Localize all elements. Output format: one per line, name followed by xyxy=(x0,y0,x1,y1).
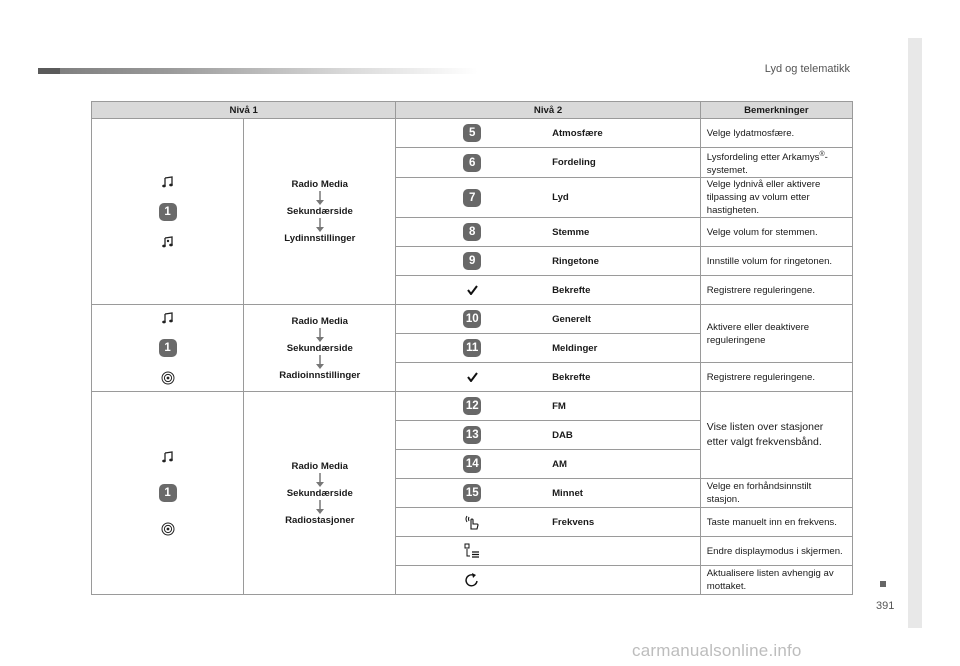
music-note-icon xyxy=(161,175,175,189)
level2-label: Bekrefte xyxy=(548,276,700,305)
remark: Velge lydatmosfære. xyxy=(700,119,852,148)
badge-14: 14 xyxy=(463,455,481,473)
badge-10: 10 xyxy=(463,310,481,328)
remark: Vise listen over stasjoner etter valgt frekvensbånd. xyxy=(700,392,852,479)
badge-cell xyxy=(396,119,548,148)
arrow-down-icon xyxy=(316,355,324,369)
arrow-down-icon xyxy=(316,473,324,487)
arrow-down-icon xyxy=(316,191,324,205)
badge-cell xyxy=(396,450,548,479)
icon-cell xyxy=(396,508,548,537)
icon-cell xyxy=(396,276,548,305)
group2-level1 xyxy=(244,305,396,392)
level2-label: Frekvens xyxy=(548,508,700,537)
level2-label: Atmosfære xyxy=(548,119,700,148)
remark: Innstille volum for ringetonen. xyxy=(700,247,852,276)
page-number: 391 xyxy=(876,600,895,612)
remark: Registrere reguleringene. xyxy=(700,276,852,305)
remark: Velge volum for stemmen. xyxy=(700,218,852,247)
remark: Endre displaymodus i skjermen. xyxy=(700,537,852,566)
badge-cell xyxy=(396,305,548,334)
badge-5: 5 xyxy=(463,124,481,142)
watermark: carmanualsonline.info xyxy=(632,641,802,660)
level1-lydinnstillinger: Lydinnstillinger xyxy=(284,233,356,245)
header-level1: Nivå 1 xyxy=(92,102,396,119)
badge-cell xyxy=(396,247,548,276)
level2-label: Minnet xyxy=(548,479,700,508)
page-marker xyxy=(880,581,886,587)
badge-8: 8 xyxy=(463,223,481,241)
remark xyxy=(700,148,852,178)
badge-cell xyxy=(396,334,548,363)
header-remarks: Bemerkninger xyxy=(700,102,852,119)
badge-12: 12 xyxy=(463,397,481,415)
radio-stations-icon xyxy=(161,522,175,536)
icon-cell xyxy=(396,537,548,566)
level1-sekundaerside: Sekundærside xyxy=(286,487,353,499)
music-note-icon xyxy=(161,311,175,325)
group1-level1 xyxy=(244,119,396,305)
level1-sekundaerside: Sekundærside xyxy=(286,342,353,354)
badge-11: 11 xyxy=(463,339,481,357)
radio-settings-icon xyxy=(161,371,175,385)
refresh-icon xyxy=(464,572,480,588)
check-icon xyxy=(467,285,478,295)
badge-9: 9 xyxy=(463,252,481,270)
remark-text-end: -systemet. xyxy=(706,152,828,177)
badge-cell xyxy=(396,178,548,218)
table-row xyxy=(92,119,853,148)
level1-radio-media: Radio Media xyxy=(291,460,349,472)
level2-label xyxy=(548,537,700,566)
remark: Registrere reguleringene. xyxy=(700,363,852,392)
group1-icons xyxy=(92,119,244,305)
table-row xyxy=(92,305,853,334)
badge-cell xyxy=(396,421,548,450)
level2-label: Ringetone xyxy=(548,247,700,276)
level1-radioinnstillinger: Radioinnstillinger xyxy=(279,369,361,381)
registered-mark: ® xyxy=(819,151,825,158)
level2-label: AM xyxy=(548,450,700,479)
icon-cell xyxy=(396,566,548,595)
level1-radiostasjoner: Radiostasjoner xyxy=(285,514,355,526)
settings-table xyxy=(91,101,853,595)
remark: Aktivere eller deaktivere reguleringene xyxy=(700,305,852,363)
level2-label: Meldinger xyxy=(548,334,700,363)
group2-icons xyxy=(92,305,244,392)
remark: Aktualisere listen avhengig av mottaket. xyxy=(700,566,852,595)
page-edge-tab xyxy=(908,38,922,628)
badge-cell xyxy=(396,392,548,421)
badge-7: 7 xyxy=(463,189,481,207)
badge-cell xyxy=(396,479,548,508)
level2-label xyxy=(548,566,700,595)
badge-1: 1 xyxy=(159,203,177,221)
table-row xyxy=(92,392,853,421)
badge-cell xyxy=(396,148,548,178)
music-note-icon xyxy=(161,450,175,464)
level2-label: Fordeling xyxy=(548,148,700,178)
remark: Velge en forhåndsinnstilt stasjon. xyxy=(700,479,852,508)
group3-icons xyxy=(92,392,244,595)
arrow-down-icon xyxy=(316,500,324,514)
level1-radio-media: Radio Media xyxy=(291,315,349,327)
remark-text: Lysfordeling etter Arkamys xyxy=(706,152,820,164)
level2-label: Generelt xyxy=(548,305,700,334)
badge-1: 1 xyxy=(159,484,177,502)
level2-label: Bekrefte xyxy=(548,363,700,392)
header-bar xyxy=(38,68,478,74)
sound-settings-icon xyxy=(161,235,175,249)
badge-6: 6 xyxy=(463,154,481,172)
level1-sekundaerside: Sekundærside xyxy=(286,206,353,218)
section-title: Lyd og telematikk xyxy=(764,63,850,75)
display-mode-icon xyxy=(464,543,480,559)
remark: Taste manuelt inn en frekvens. xyxy=(700,508,852,537)
manual-tune-icon xyxy=(464,514,480,530)
level2-label: FM xyxy=(548,392,700,421)
arrow-down-icon xyxy=(316,328,324,342)
level2-label: Lyd xyxy=(548,178,700,218)
table-header-row xyxy=(92,102,853,119)
badge-1: 1 xyxy=(159,339,177,357)
badge-13: 13 xyxy=(463,426,481,444)
level2-label: DAB xyxy=(548,421,700,450)
group3-level1 xyxy=(244,392,396,595)
level1-radio-media: Radio Media xyxy=(291,179,349,191)
level2-label: Stemme xyxy=(548,218,700,247)
badge-15: 15 xyxy=(463,484,481,502)
remark: Velge lydnivå eller aktivere tilpassing av volum etter hastigheten. xyxy=(700,178,852,218)
check-icon xyxy=(467,372,478,382)
arrow-down-icon xyxy=(316,218,324,232)
icon-cell xyxy=(396,363,548,392)
badge-cell xyxy=(396,218,548,247)
header-level2: Nivå 2 xyxy=(396,102,700,119)
